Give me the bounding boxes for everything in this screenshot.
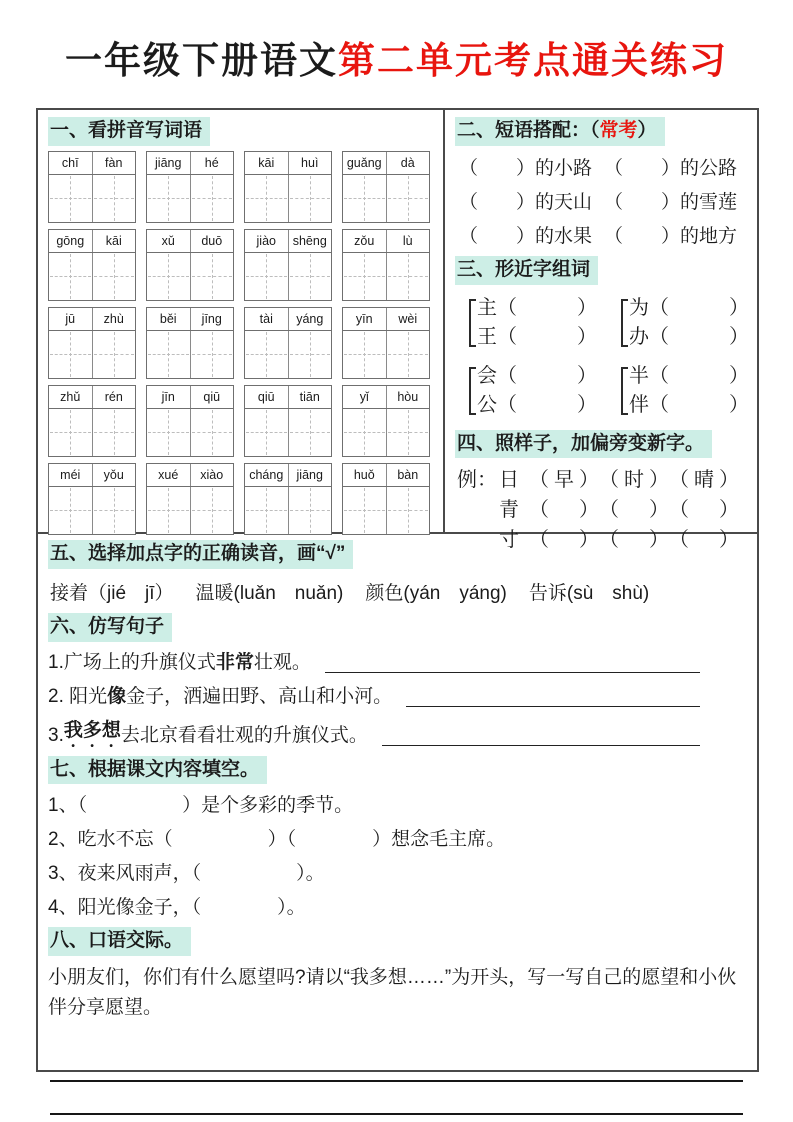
pinyin-syllable: hé: [190, 152, 234, 174]
near-form-char-line: 半（ ）: [629, 364, 749, 387]
page-title-black: 一年级下册语文: [65, 40, 338, 81]
writing-cell: [288, 487, 332, 534]
character-writing-row: [147, 487, 233, 534]
writing-cell: [343, 409, 386, 456]
pinyin-syllable-row: [343, 308, 429, 331]
near-form-char-line: 为（ ）: [629, 296, 749, 319]
writing-cell: [190, 331, 234, 378]
section-6-heading: 六、仿写句子: [48, 613, 172, 642]
character-writing-row: [245, 409, 331, 456]
near-form-char-line: 主（ ）: [477, 296, 597, 319]
worksheet-border-box: [36, 108, 759, 1072]
writing-cell: [190, 409, 234, 456]
writing-cell: [245, 409, 288, 456]
pinyin-word-block: [342, 385, 430, 457]
pinyin-word-block: [146, 229, 234, 301]
character-writing-row: [49, 331, 135, 378]
sentence-imitation-list: [48, 647, 745, 752]
pinyin-syllable-row: [147, 386, 233, 409]
pinyin-word-block: [244, 307, 332, 379]
character-writing-row: [49, 487, 135, 534]
pinyin-syllable-row: [245, 230, 331, 253]
pinyin-syllable: bàn: [386, 464, 430, 486]
character-writing-row: [245, 487, 331, 534]
writing-cell: [92, 331, 136, 378]
near-form-char-groups: [455, 290, 749, 428]
character-writing-row: [343, 409, 429, 456]
pinyin-syllable: gōng: [56, 233, 85, 248]
pinyin-word-block: [48, 385, 136, 457]
pinyin-writing-grid: [48, 151, 435, 535]
pinyin-syllable: hòu: [386, 386, 430, 408]
pinyin-syllable: tiān: [288, 386, 332, 408]
near-form-char-group: [469, 294, 607, 352]
pinyin-syllable: běi: [159, 311, 177, 326]
section-2-heading-text: 二、短语搭配：: [457, 120, 591, 141]
writing-cell: [92, 409, 136, 456]
writing-cell: [343, 487, 386, 534]
pinyin-column: [38, 110, 443, 532]
pinyin-word-block: [342, 463, 430, 535]
pinyin-syllable: kāi: [258, 155, 275, 170]
pinyin-row: [48, 385, 435, 457]
near-form-char-line: 王（ ）: [477, 325, 597, 348]
pinyin-syllable: chī: [61, 155, 79, 170]
character-writing-row: [147, 409, 233, 456]
near-form-char-line: 办（ ）: [629, 325, 749, 348]
base-character: 青: [499, 499, 519, 522]
answer-lines: [48, 1049, 745, 1115]
sentence-imitation-row: [48, 715, 745, 752]
oral-communication-prompt: 小朋友们，你们有什么愿望吗?请以“我多想……”为开头，写一写自己的愿望和小伙伴分享愿望。: [48, 967, 737, 1018]
writing-cell: [245, 253, 288, 300]
pinyin-syllable: duō: [190, 230, 234, 252]
sentence-text: 2. 阳光: [48, 685, 108, 707]
section-3-heading: 三、形近字组词: [455, 256, 598, 285]
page-title: [0, 0, 793, 84]
pinyin-row: [48, 229, 435, 301]
answer-slot: （ 时 ）: [599, 465, 669, 495]
pinyin-syllable: zhù: [92, 308, 136, 330]
pinyin-syllable: jīn: [161, 389, 175, 404]
pinyin-syllable: cháng: [249, 467, 284, 482]
character-writing-row: [245, 331, 331, 378]
pinyin-syllable-row: [343, 386, 429, 409]
pinyin-syllable: jū: [65, 311, 76, 326]
fill-in-blank-row: 1、（ ）是个多彩的季节。: [48, 795, 354, 817]
near-form-char-lines: [629, 294, 749, 352]
writing-cell: [386, 409, 430, 456]
writing-cell: [147, 487, 190, 534]
near-form-char-group: [607, 362, 749, 420]
phrase-match-item: （ ）的天山: [459, 191, 593, 213]
section-2-heading: [455, 117, 665, 146]
writing-cell: [49, 331, 92, 378]
pinyin-word-block: [146, 151, 234, 223]
answer-slot: （ ）: [599, 499, 669, 522]
pinyin-word-block: [244, 229, 332, 301]
pinyin-syllable-row: [245, 308, 331, 331]
answer-slot: （ ）: [669, 529, 739, 552]
character-writing-row: [245, 253, 331, 300]
writing-cell: [343, 253, 386, 300]
pinyin-syllable: rén: [92, 386, 136, 408]
answer-line: [50, 1082, 743, 1115]
pinyin-syllable-row: [245, 464, 331, 487]
answer-slot: （ ）: [599, 529, 669, 552]
pinyin-syllable-row: [147, 152, 233, 175]
phrase-match-list: [455, 151, 749, 254]
character-writing-row: [147, 331, 233, 378]
pinyin-syllable: yǐ: [359, 389, 369, 404]
writing-cell: [386, 331, 430, 378]
character-writing-row: [245, 175, 331, 222]
pinyin-syllable: xiào: [190, 464, 234, 486]
add-radical-row: [457, 495, 749, 525]
emphasized-word: 我多想: [63, 719, 121, 741]
write-blank-line: [406, 706, 700, 707]
fill-in-blank-row: 2、吃水不忘（ ）（ ）想念毛主席。: [48, 829, 506, 851]
add-radical-row: [457, 525, 749, 555]
pinyin-word-block: [48, 463, 136, 535]
phrase-match-item: （ ）的雪莲: [604, 191, 738, 213]
pinyin-syllable-row: [49, 386, 135, 409]
writing-cell: [343, 175, 386, 222]
top-two-column-area: [38, 110, 757, 552]
pinyin-syllable: guǎng: [346, 155, 382, 170]
emphasized-word: 非常: [215, 651, 254, 673]
pinyin-syllable-row: [49, 308, 135, 331]
write-blank-line: [325, 672, 700, 673]
pinyin-syllable: zhǔ: [60, 389, 81, 404]
add-radical-row: [457, 465, 749, 495]
writing-cell: [288, 409, 332, 456]
bracket-icon: [621, 367, 628, 415]
writing-cell: [147, 409, 190, 456]
section-5-heading: 五、选择加点字的正确读音，画“√”: [48, 540, 353, 569]
pinyin-syllable: qiū: [190, 386, 234, 408]
writing-cell: [190, 253, 234, 300]
pronunciation-choice-item: 接着（jié jī）: [50, 582, 174, 604]
base-character: 日: [499, 469, 519, 492]
writing-cell: [245, 331, 288, 378]
pinyin-row: [48, 151, 435, 223]
writing-cell: [245, 487, 288, 534]
answer-slot: （ ）: [529, 529, 599, 552]
answer-line: [50, 1049, 743, 1082]
answer-slot: （ ）: [669, 499, 739, 522]
pinyin-syllable: yīn: [355, 311, 373, 326]
pinyin-syllable-row: [343, 152, 429, 175]
pronunciation-choice-item: 颜色(yán yáng): [365, 582, 507, 604]
character-writing-row: [49, 253, 135, 300]
pinyin-syllable: dà: [386, 152, 430, 174]
answer-slot: （ 早 ）: [529, 465, 599, 495]
pinyin-syllable: jiāng: [288, 464, 332, 486]
pinyin-syllable: kāi: [92, 230, 136, 252]
pinyin-syllable: shēng: [288, 230, 332, 252]
phrase-match-item: （ ）的公路: [604, 157, 738, 179]
pinyin-syllable-row: [147, 308, 233, 331]
pinyin-syllable: fàn: [92, 152, 136, 174]
writing-cell: [343, 331, 386, 378]
pinyin-syllable: yáng: [288, 308, 332, 330]
sentence-text: 壮观。: [253, 651, 311, 673]
pinyin-syllable: jiào: [256, 233, 276, 248]
example-label: 例：: [457, 469, 497, 492]
near-form-char-line: 公（ ）: [477, 393, 597, 416]
near-form-char-group: [607, 294, 749, 352]
bracket-icon: [469, 367, 476, 415]
emphasized-word: 像: [107, 685, 127, 707]
answer-char: 早: [554, 469, 574, 492]
character-writing-row: [343, 331, 429, 378]
write-blank-line: [382, 745, 700, 746]
character-writing-row: [343, 253, 429, 300]
writing-cell: [49, 487, 92, 534]
pinyin-syllable: xǔ: [161, 233, 175, 248]
right-column: [443, 110, 757, 552]
near-form-char-lines: [477, 294, 597, 352]
pinyin-syllable: lù: [386, 230, 430, 252]
writing-cell: [49, 409, 92, 456]
fill-in-blank-row: 4、阳光像金子，（ ）。: [48, 897, 306, 919]
sentence-text: 3.: [48, 724, 64, 746]
section-7-heading: 七、根据课文内容填空。: [48, 756, 267, 785]
bracket-icon: [621, 299, 628, 347]
near-form-char-line: 伴（ ）: [629, 393, 749, 416]
bracket-icon: [469, 299, 476, 347]
writing-cell: [147, 253, 190, 300]
sentence-text: 去北京看看壮观的升旗仪式。: [120, 724, 368, 746]
pinyin-syllable: huì: [288, 152, 332, 174]
sentence-text: 1.广场上的升旗仪式: [48, 651, 216, 673]
pinyin-syllable: yǒu: [92, 464, 136, 486]
phrase-match-item: （ ）的水果: [459, 225, 593, 247]
answer-char: 晴: [694, 469, 714, 492]
pronunciation-choice-item: 温暖(luǎn nuǎn): [195, 582, 344, 604]
pinyin-syllable: zǒu: [354, 233, 375, 248]
writing-cell: [190, 487, 234, 534]
pinyin-word-block: [244, 151, 332, 223]
pinyin-word-block: [146, 385, 234, 457]
pinyin-syllable-row: [245, 386, 331, 409]
writing-cell: [92, 487, 136, 534]
character-writing-row: [49, 409, 135, 456]
pinyin-syllable-row: [343, 230, 429, 253]
writing-cell: [147, 331, 190, 378]
pinyin-syllable: méi: [60, 467, 81, 482]
writing-cell: [288, 253, 332, 300]
writing-cell: [92, 175, 136, 222]
base-character: 寸: [499, 529, 519, 552]
section-4-heading: 四、照样子，加偏旁变新字。: [455, 430, 712, 459]
fill-in-blank-list: [48, 789, 745, 925]
sentence-imitation-row: [48, 647, 745, 679]
pinyin-syllable: xué: [158, 467, 179, 482]
pinyin-syllable-row: [343, 464, 429, 487]
character-writing-row: [343, 175, 429, 222]
pinyin-syllable: jīng: [190, 308, 234, 330]
answer-slot: （ ）: [529, 499, 599, 522]
character-writing-row: [147, 175, 233, 222]
sentence-text: 金子，洒遍田野、高山和小河。: [126, 685, 393, 707]
pinyin-syllable: jiāng: [155, 155, 182, 170]
writing-cell: [245, 175, 288, 222]
pinyin-word-block: [146, 463, 234, 535]
pinyin-syllable: huǒ: [353, 467, 375, 482]
pinyin-syllable: qiū: [257, 389, 275, 404]
fill-in-blank-row: 3、夜来风雨声，（ ）。: [48, 863, 325, 885]
page-title-red: 第二单元考点通关练习: [338, 40, 728, 81]
pinyin-syllable-row: [147, 230, 233, 253]
pinyin-syllable-row: [245, 152, 331, 175]
answer-slot: （ 晴 ）: [669, 465, 739, 495]
pinyin-word-block: [244, 385, 332, 457]
writing-cell: [386, 175, 430, 222]
pinyin-row: [48, 463, 435, 535]
phrase-match-item: （ ）的地方: [604, 225, 738, 247]
character-writing-row: [49, 175, 135, 222]
sentence-imitation-row: [48, 681, 745, 713]
near-form-char-group: [469, 362, 607, 420]
pinyin-syllable: tài: [259, 311, 273, 326]
character-writing-row: [343, 487, 429, 534]
writing-cell: [49, 253, 92, 300]
writing-cell: [190, 175, 234, 222]
pinyin-syllable-row: [49, 152, 135, 175]
section-8-heading: 八、口语交际。: [48, 927, 191, 956]
writing-cell: [386, 487, 430, 534]
writing-cell: [386, 253, 430, 300]
section-2-often-tested-tag: 常考: [599, 120, 638, 141]
section-2-paren-close: ）: [637, 120, 657, 141]
phrase-match-item: （ ）的小路: [459, 157, 593, 179]
answer-char: 时: [624, 469, 644, 492]
pronunciation-choice-item: 告诉(sù shù): [528, 582, 650, 604]
pinyin-word-block: [146, 307, 234, 379]
pinyin-syllable-row: [147, 464, 233, 487]
pinyin-word-block: [48, 229, 136, 301]
writing-cell: [49, 175, 92, 222]
add-radical-rows: [455, 463, 749, 559]
pronunciation-choice-line: [50, 578, 745, 605]
pinyin-word-block: [342, 229, 430, 301]
section-2-paren-open: （: [590, 120, 600, 141]
pinyin-syllable-row: [49, 464, 135, 487]
pinyin-word-block: [342, 151, 430, 223]
pinyin-syllable: wèi: [386, 308, 430, 330]
writing-cell: [288, 175, 332, 222]
pinyin-word-block: [48, 307, 136, 379]
pinyin-syllable-row: [49, 230, 135, 253]
pinyin-word-block: [48, 151, 136, 223]
character-writing-row: [147, 253, 233, 300]
section-1-heading: 一、看拼音写词语: [48, 117, 210, 146]
pinyin-row: [48, 307, 435, 379]
bottom-full-width-area: [38, 534, 757, 1115]
near-form-char-line: 会（ ）: [477, 364, 597, 387]
pinyin-word-block: [342, 307, 430, 379]
near-form-char-lines: [629, 362, 749, 420]
pinyin-word-block: [244, 463, 332, 535]
writing-cell: [92, 253, 136, 300]
writing-cell: [288, 331, 332, 378]
writing-cell: [147, 175, 190, 222]
near-form-char-lines: [477, 362, 597, 420]
